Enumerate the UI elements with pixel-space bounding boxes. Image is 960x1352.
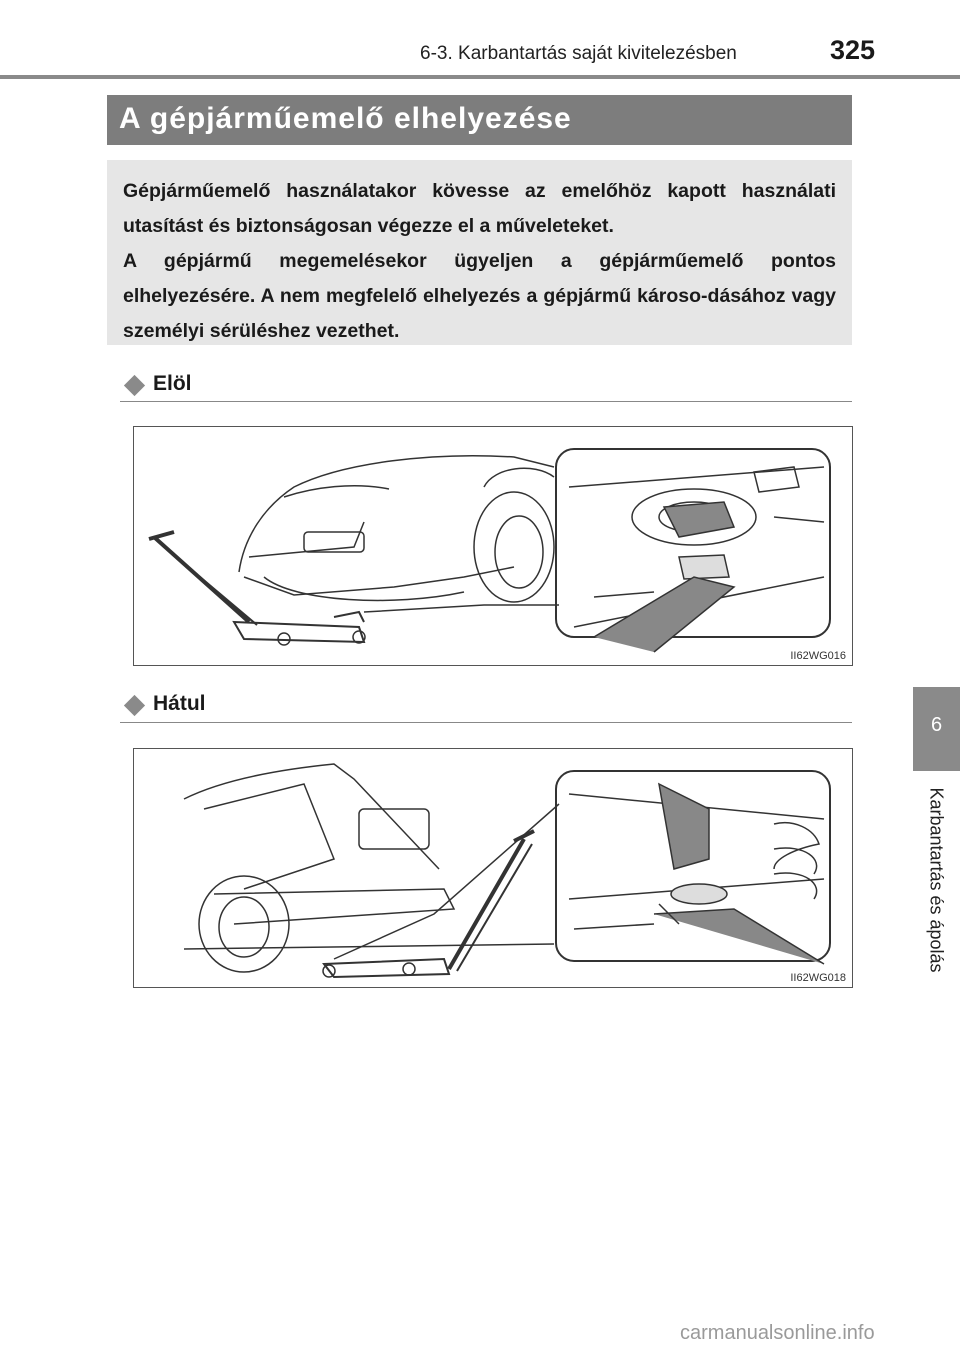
- subsection-divider: [120, 722, 852, 723]
- rear-jack-illustration: [134, 749, 852, 987]
- diamond-bullet-icon: [124, 695, 145, 716]
- figure-rear-jack-point: [133, 748, 853, 988]
- intro-paragraph-1: Gépjárműemelő használatakor kövesse az emelőhöz kapott használati utasítást és biztonságosan végezze el a műveleteket.: [123, 180, 836, 237]
- chapter-side-label: Karbantartás és ápolás: [926, 787, 947, 973]
- section-title-bar: [107, 95, 852, 145]
- figure-front-jack-point: [133, 426, 853, 666]
- intro-paragraph-2: A gépjármű megemelésekor ügyeljen a gépjárműemelő pontos elhelyezésére. A nem megfelelő elhelyezés a gépjármű károso-dásához vagy személyi sérüléshez vezethet.: [123, 250, 836, 342]
- page-number: 325: [830, 35, 876, 65]
- chapter-header: 6-3. Karbantartás saját kivitelezésben: [420, 43, 737, 64]
- front-jack-illustration: [134, 427, 852, 665]
- watermark-text: carmanualsonline.info: [680, 1322, 875, 1344]
- chapter-side-tab: [913, 687, 960, 771]
- intro-box: [107, 160, 852, 345]
- figure-code-front: II62WG016: [790, 650, 846, 662]
- header-divider: [0, 75, 960, 79]
- subsection-title-rear: Hátul: [153, 692, 206, 715]
- section-title: A gépjárműemelő elhelyezése: [119, 102, 572, 135]
- subsection-divider: [120, 401, 852, 402]
- subsection-title-front: Elöl: [153, 372, 192, 395]
- chapter-number: 6: [930, 714, 943, 736]
- diamond-bullet-icon: [124, 375, 145, 396]
- figure-code-rear: II62WG018: [790, 972, 846, 984]
